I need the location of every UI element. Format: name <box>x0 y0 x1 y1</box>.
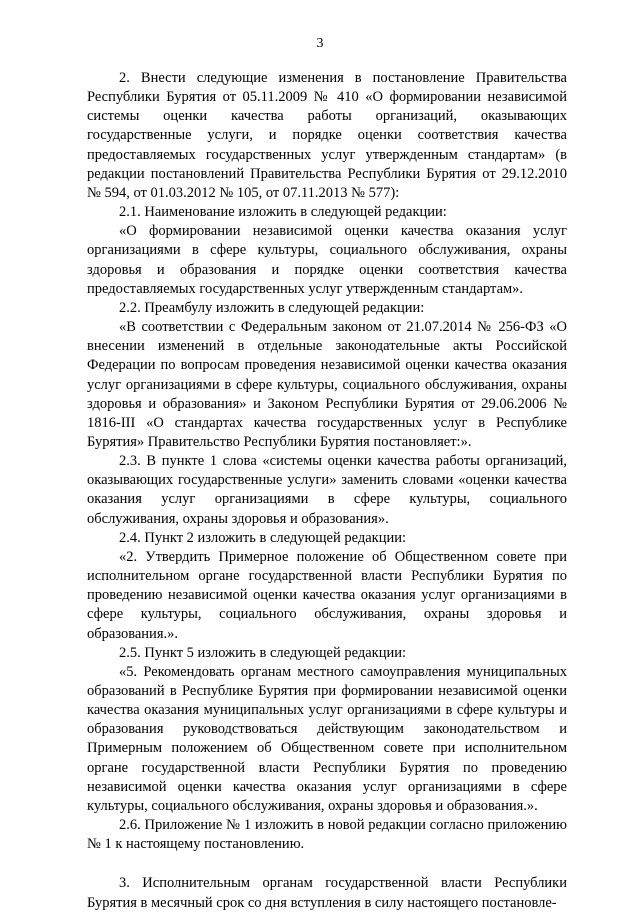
paragraph-item-2-6: 2.6. Приложение № 1 изложить в новой редакции согласно приложению № 1 к настоящему постановлению. <box>87 817 567 853</box>
paragraph-item-2-3: 2.3. В пункте 1 слова «системы оценки качества работы организаций, оказывающих государственные услуги» заменить словами «оценки качества оказания услуг организациями в сфере культуры, социального обслуживания, охраны здоровья и образования». <box>87 453 567 527</box>
document-body <box>87 69 567 913</box>
paragraph-item-2-5: 2.5. Пункт 5 изложить в следующей редакции: <box>119 644 407 661</box>
paragraph-item-2-4: 2.4. Пункт 2 изложить в следующей редакции: <box>119 529 407 546</box>
page-number: 3 <box>316 36 324 51</box>
paragraph-quote-preamble: «В соответствии с Федеральным законом от 21.07.2014 № 256-ФЗ «О внесении изменений в отдельные законодательные акты Российской Федерации по вопросам проведения независимой оценки качества оказания услуг организациями в сфере культуры, социального обслуживания, охраны здоровья и образования» и Законом Республики Бурятия от 29.06.2006 № 1816-III «О стандартах качества государственных услуг в Республике Бурятия» Правительство Республики Бурятия постановляет:». <box>87 319 567 450</box>
paragraph-quote-item-2: «2. Утвердить Примерное положение об Общественном совете при исполнительном органе государственной власти Республики Бурятия по проведению независимой оценки качества оказания услуг организациями в сфере культуры, социального обслуживания, охраны здоровья и образования.». <box>87 548 567 642</box>
paragraph-item-2: 2. Внести следующие изменения в постановление Правительства Республики Бурятия от 05.11.2009 № 410 «О формировании независимой системы оценки качества работы организаций, оказывающих государственные услуги, и порядке оценки соответствия качества предоставляемых государственных услуг утвержденным стандартам» (в редакции постановлений Правительства Республики Бурятия от 29.12.2010 № 594, от 01.03.2012 № 105, от 07.11.2013 № 577): <box>87 70 567 201</box>
paragraph-quote-title: «О формировании независимой оценки качества оказания услуг организациями в сфере культуры, социального обслуживания, охраны здоровья и образования и порядке оценки соответствия качества предоставляемых государственных услуг утвержденным стандартам». <box>87 223 567 297</box>
paragraph-item-3: 3. Исполнительным органам государственной власти Республики Бурятия в месячный срок со дня вступления в силу настоящего постановле- <box>87 875 567 911</box>
paragraph-quote-item-5: «5. Рекомендовать органам местного самоуправления муниципальных образований в Республике Бурятия при формировании независимой оценки качества оказания муниципальных услуг организациями в сфере культуры и образования руководствоваться действующим законодательством и Примерным положением об Общественном совете при исполнительном органе государственной власти Республики Бурятия по проведению независимой оценки качества оказания услуг организациями в сфере культуры, социального обслуживания, охраны здоровья и образования.». <box>87 663 567 814</box>
paragraph-item-2-2: 2.2. Преамбулу изложить в следующей редакции: <box>119 299 425 316</box>
paragraph-item-2-1: 2.1. Наименование изложить в следующей редакции: <box>119 204 447 221</box>
